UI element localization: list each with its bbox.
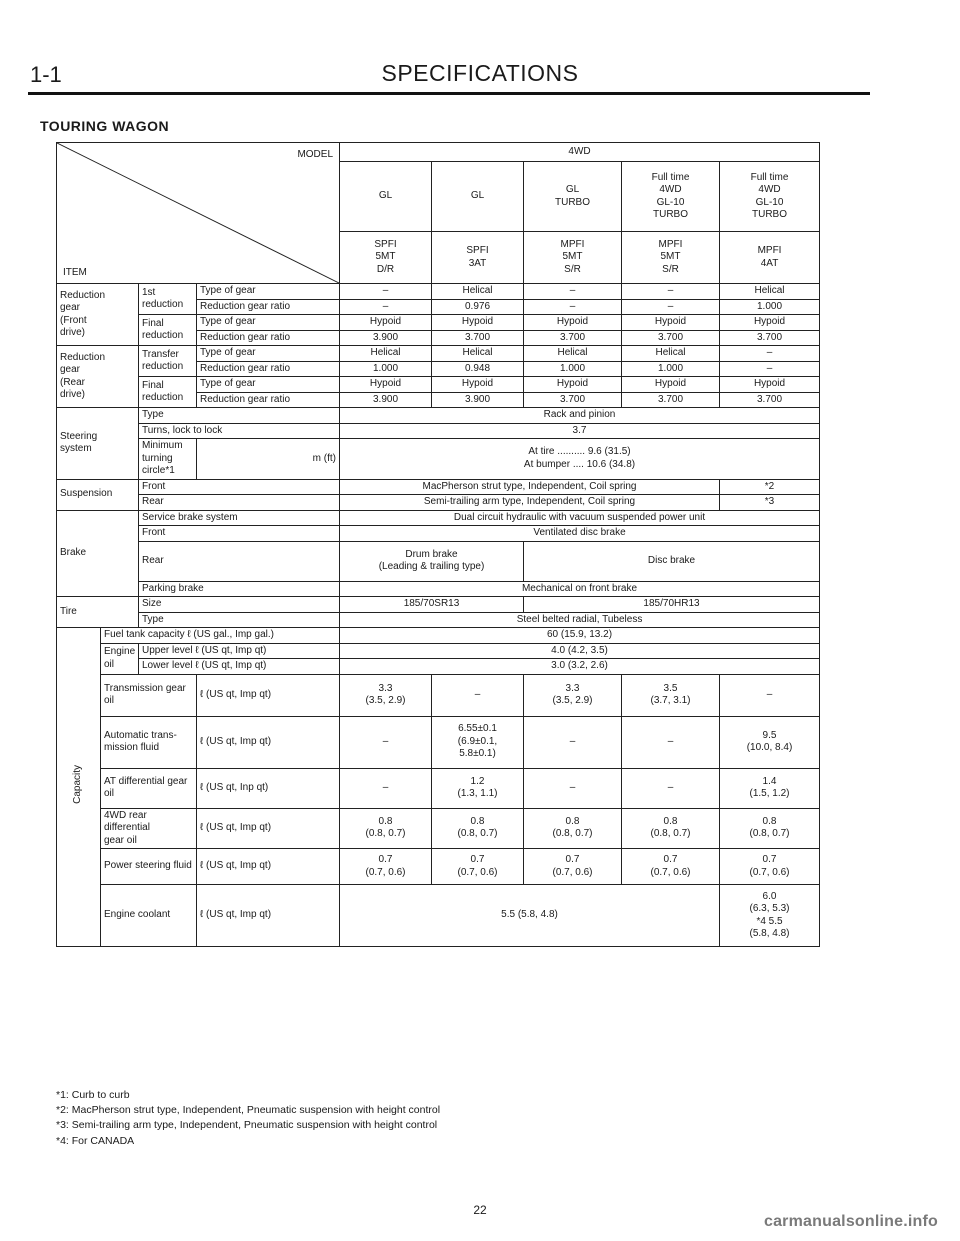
row-label: Rear [139,541,340,581]
brake-label: Brake [57,510,139,597]
row-label: Rear [139,495,340,511]
table-cell: 9.5 (10.0, 8.4) [720,716,820,768]
table-cell: 3.700 [524,330,622,346]
table-cell: 3.700 [720,392,820,408]
model-spec: MPFI 5MT S/R [622,232,720,284]
model-name: Full time 4WD GL-10 TURBO [622,162,720,232]
table-row [57,510,820,526]
table-cell: 3.700 [720,330,820,346]
table-cell: 0.976 [432,299,524,315]
table-cell: 1.2 (1.3, 1.1) [432,768,524,808]
table-cell: 0.8 (0.8, 0.7) [524,808,622,849]
table-cell: Hypoid [432,377,524,393]
table-row [57,674,820,716]
table-cell: Disc brake [524,541,820,581]
table-cell: 3.3 (3.5, 2.9) [340,674,432,716]
table-cell: 3.7 [340,423,820,439]
table-cell: Hypoid [340,315,432,331]
table-cell: – [622,284,720,300]
row-label: AT differential gear oil [101,768,197,808]
row-label: Type of gear [197,284,340,300]
table-cell: – [340,299,432,315]
table-cell: 185/70SR13 [340,597,524,613]
table-cell: 3.0 (3.2, 2.6) [340,659,820,675]
watermark: carmanualsonline.info [763,1213,938,1230]
table-cell: 0.7 (0.7, 0.6) [622,849,720,885]
reduction-front-label: Reduction gear (Front drive) [57,284,139,346]
corner-cell [57,143,340,284]
table-cell: 0.8 (0.8, 0.7) [720,808,820,849]
table-cell: – [524,284,622,300]
unit-label: m (ft) [197,439,340,480]
subtitle: TOURING WAGON [40,118,170,134]
row-label: 4WD rear differential gear oil [101,808,197,849]
capacity-label-cell [57,628,101,947]
table-cell: – [524,768,622,808]
table-cell: 0.7 (0.7, 0.6) [524,849,622,885]
table-cell: 6.55±0.1 (6.9±0.1, 5.8±0.1) [432,716,524,768]
corner-diagonal [57,143,339,283]
capacity-label: Capacity [72,765,84,805]
table-row [57,377,820,393]
table-cell: Helical [524,346,622,362]
final-reduction-label: Final reduction [139,377,197,408]
table-cell: Helical [340,346,432,362]
table-cell: 3.3 (3.5, 2.9) [524,674,622,716]
footnote: *4: For CANADA [56,1134,135,1147]
table-cell: – [720,346,820,362]
table-cell: 1.4 (1.5, 1.2) [720,768,820,808]
table-cell: – [524,716,622,768]
table-row [57,526,820,542]
table-cell: Hypoid [524,377,622,393]
table-cell: Semi-trailing arm type, Independent, Coil spring [340,495,720,511]
table-row [57,716,820,768]
table-cell: 3.700 [622,392,720,408]
table-row [57,581,820,597]
model-name: GL [340,162,432,232]
row-label: Parking brake [139,581,340,597]
table-cell: – [622,716,720,768]
reduction-rear-label: Reduction gear (Rear drive) [57,346,139,408]
page-title: SPECIFICATIONS [381,60,579,86]
table-cell: Hypoid [340,377,432,393]
corner-item-label: ITEM [63,266,87,278]
table-row [57,439,820,480]
table-row [57,885,820,947]
row-label: Lower level ℓ (US qt, Imp qt) [139,659,340,675]
table-row [57,284,820,300]
table-row [57,849,820,885]
table-cell: 3.900 [340,392,432,408]
table-cell: 0.8 (0.8, 0.7) [622,808,720,849]
table-cell: *2 [720,479,820,495]
table-row [57,423,820,439]
table-cell: Dual circuit hydraulic with vacuum suspended power unit [340,510,820,526]
table-row [57,495,820,511]
footnote: *3: Semi-trailing arm type, Independent, Pneumatic suspension with height control [56,1119,438,1132]
unit-label: ℓ (US qt, Imp qt) [197,674,340,716]
model-name: GL [432,162,524,232]
unit-label: ℓ (US qt, Imp qt) [197,849,340,885]
row-label: Upper level ℓ (US qt, Imp qt) [139,643,340,659]
unit-label: ℓ (US qt, Imp qt) [197,808,340,849]
table-cell: Steel belted radial, Tubeless [340,612,820,628]
engine-oil-label: Engine oil [101,643,139,674]
title-rule [28,92,870,95]
table-cell: 3.900 [432,392,524,408]
table-cell: 5.5 (5.8, 4.8) [340,885,720,947]
table-cell: 1.000 [340,361,432,377]
row-label: Type [139,612,340,628]
table-row [57,768,820,808]
first-reduction-label: 1st reduction [139,284,197,315]
row-label: Reduction gear ratio [197,392,340,408]
table-cell: – [340,284,432,300]
footnotes [56,1088,440,1149]
table-cell: – [622,299,720,315]
table-cell: Rack and pinion [340,408,820,424]
table-cell: 3.900 [340,330,432,346]
row-label: Type [139,408,340,424]
row-label: Turns, lock to lock [139,423,340,439]
row-label: Minimum turning circle*1 [139,439,197,480]
table-cell: At tire .......... 9.6 (31.5) At bumper .... 10.6 (34.8) [340,439,820,480]
suspension-label: Suspension [57,479,139,510]
table-cell: – [720,361,820,377]
table-row [57,808,820,849]
table-cell: 3.700 [524,392,622,408]
table-cell: 0.8 (0.8, 0.7) [432,808,524,849]
table-cell: – [622,768,720,808]
model-spec: SPFI 5MT D/R [340,232,432,284]
table-cell: 3.700 [622,330,720,346]
footnote: *1: Curb to curb [56,1089,130,1101]
unit-label: ℓ (US qt, Imp qt) [197,885,340,947]
table-cell: 0.7 (0.7, 0.6) [432,849,524,885]
row-label: Type of gear [197,315,340,331]
row-label: Transmission gear oil [101,674,197,716]
table-cell: 3.5 (3.7, 3.1) [622,674,720,716]
model-spec: SPFI 3AT [432,232,524,284]
table-cell: Helical [432,346,524,362]
table-cell: 6.0 (6.3, 5.3) *4 5.5 (5.8, 4.8) [720,885,820,947]
transfer-reduction-label: Transfer reduction [139,346,197,377]
table-cell: Hypoid [720,315,820,331]
table-cell: – [340,716,432,768]
table-cell: – [524,299,622,315]
row-label: Reduction gear ratio [197,361,340,377]
table-cell: Hypoid [622,377,720,393]
table-cell: 3.700 [432,330,524,346]
tire-label: Tire [57,597,139,628]
header-row [57,143,820,162]
table-row [57,612,820,628]
table-cell: – [720,674,820,716]
row-label: Reduction gear ratio [197,330,340,346]
model-name: GL TURBO [524,162,622,232]
table-cell: Hypoid [622,315,720,331]
table-row [57,479,820,495]
table-row [57,408,820,424]
row-label: Fuel tank capacity ℓ (US gal., Imp gal.) [101,628,340,644]
table-cell: – [340,768,432,808]
table-cell: Hypoid [524,315,622,331]
table-cell: 60 (15.9, 13.2) [340,628,820,644]
table-cell: 1.000 [622,361,720,377]
table-cell: 185/70HR13 [524,597,820,613]
table-cell: MacPherson strut type, Independent, Coil spring [340,479,720,495]
row-label: Front [139,526,340,542]
unit-label: ℓ (US qt, Inp qt) [197,768,340,808]
model-spec: MPFI 4AT [720,232,820,284]
row-label: Service brake system [139,510,340,526]
table-row [57,643,820,659]
table-cell: 0.8 (0.8, 0.7) [340,808,432,849]
corner-model-label: MODEL [297,149,333,160]
table-cell: 1.000 [524,361,622,377]
group-4wd: 4WD [340,143,820,162]
table-cell: Helical [432,284,524,300]
table-cell: Helical [622,346,720,362]
model-name: Full time 4WD GL-10 TURBO [720,162,820,232]
table-row [57,659,820,675]
page-number: 22 [473,1203,487,1217]
section-number: 1-1 [30,62,62,87]
row-label: Engine coolant [101,885,197,947]
row-label: Power steering fluid [101,849,197,885]
table-cell: 0.7 (0.7, 0.6) [720,849,820,885]
table-cell: Hypoid [720,377,820,393]
table-cell: Ventilated disc brake [340,526,820,542]
row-label: Automatic trans- mission fluid [101,716,197,768]
footnote: *2: MacPherson strut type, Independent, Pneumatic suspension with height control [56,1104,441,1117]
table-row [57,541,820,581]
table-cell: – [432,674,524,716]
table-cell: Helical [720,284,820,300]
table-cell: *3 [720,495,820,511]
table-cell: Hypoid [432,315,524,331]
row-label: Reduction gear ratio [197,299,340,315]
table-cell: 4.0 (4.2, 3.5) [340,643,820,659]
model-spec: MPFI 5MT S/R [524,232,622,284]
table-row [57,597,820,613]
table-cell: 0.7 (0.7, 0.6) [340,849,432,885]
row-label: Type of gear [197,346,340,362]
table-cell: Mechanical on front brake [340,581,820,597]
final-reduction-label: Final reduction [139,315,197,346]
row-label: Size [139,597,340,613]
table-cell: 1.000 [720,299,820,315]
unit-label: ℓ (US qt, Imp qt) [197,716,340,768]
spec-table [56,142,820,947]
table-cell: Drum brake (Leading & trailing type) [340,541,524,581]
table-row [57,315,820,331]
row-label: Front [139,479,340,495]
row-label: Type of gear [197,377,340,393]
table-row [57,628,820,644]
table-row [57,346,820,362]
steering-label: Steering system [57,408,139,480]
table-cell: 0.948 [432,361,524,377]
